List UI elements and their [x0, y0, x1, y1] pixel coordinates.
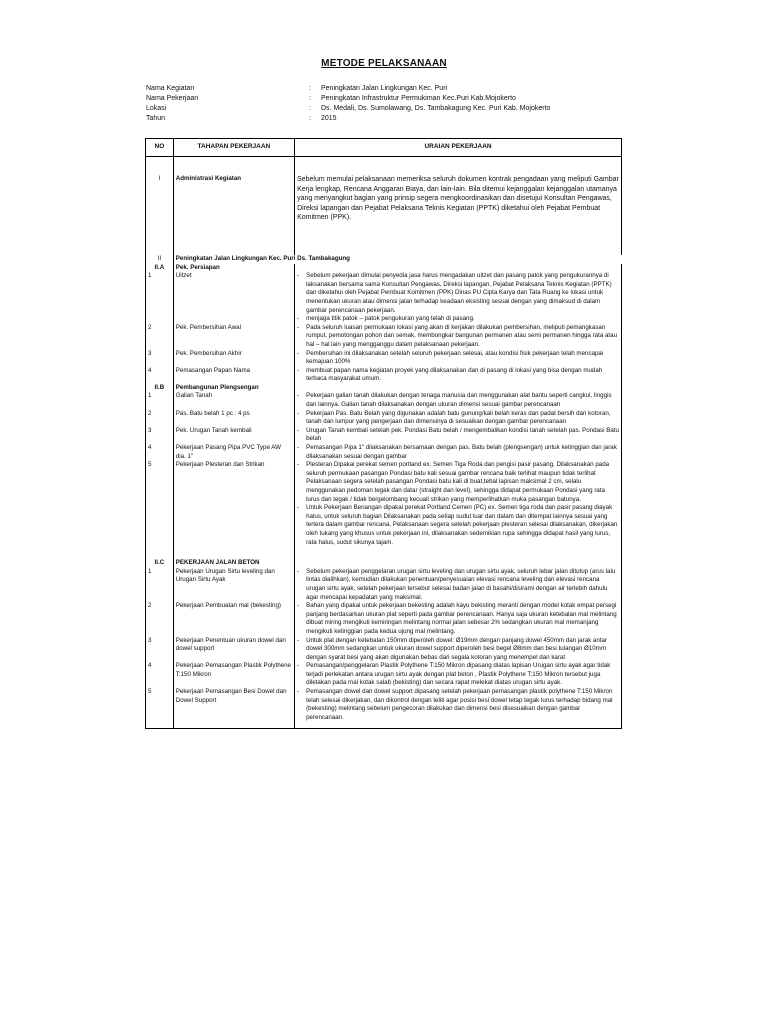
row-no: II.B [146, 384, 174, 393]
row-tahapan: Pekerjaan Urugan Sirtu leveling dan Urugan Sirtu Ayak [173, 568, 294, 602]
row-no: 4 [146, 444, 174, 461]
section-title: PEKERJAAN JALAN BETON [173, 559, 294, 568]
row-no: 4 [146, 367, 174, 384]
uraian-text: Pekerjaan Pas. Batu Belah yang digunakan adalah batu gunung/kali belah keras dan padat bersih dari kotoran, tanah dan lumpur yang pengerjaan dan dimensinya di sesuaikan dengan gambar perencanaan [306, 409, 611, 426]
row-uraian: Sebelum memulai pelaksanaan memeriksa seluruh dokumen kontrak pengadaan yang meliputi Gambar Kerja lengkap, Rencana Anggaran Biaya, dan lain-lain. Bila ditemui kejanggalan kejanggalan utamanya yang menyangkut bagian yang prinsip segera mengkoordinasikan dan disetujui Konsultan Pengawas, Direksi lapangan dan Pejabat Pelaksana Teknis Kegiatan (PPTK) diketahui oleh Pejabat Pembuat Komitmen (PPK). [295, 175, 622, 223]
uraian-text: Untuk plat dengan ketebalan 150mm diperoleh dowel: Ø19mm dengan panjang dowel 450mm dan jarak antar dowel 300mm sedangkan untuk ukuran dowel support diperoleh besi begel Ø8mm dan besi tulangan Ø10mm dengan syarat besi yang akan digunakan bebas dari segala kotoran yang menempel dan karat [306, 636, 608, 661]
row-tahapan: Pek. Pembersihan Akhir [173, 350, 294, 367]
info-label: Lokasi [146, 105, 167, 112]
row-no: 5 [146, 688, 174, 722]
table-row [146, 427, 622, 444]
row-tahapan: Uitzet [173, 272, 294, 324]
table-body [146, 157, 622, 729]
row-no: II.A [146, 264, 174, 273]
row-uraian: - membuat papan nama kegiatan proyek yang dilaksanakan dan di pasang di lokasi yang bisa dengan mudah terbaca masyarakat umum. [295, 367, 622, 384]
row-uraian: - Sebelum pekerjaan dimulai penyedia jasa harus mengadakan uitzet dan pasang patok yang pengukurannya di laksanakan bersama sama Konsultan Pengawas, Direksi lapangan, Pejabat Pelaksana Teknis Kegiatan (PPTK) dan diketahui oleh Pejabat Pembuat Komitmen (PPK) Dinas PU Cipta Karya dan Tata Ruang ke lokasi untuk menentukan ukuran atau dimensi jalan terhadap keadaan eksisting sesuai dengan yang dimaksud di dalam gambar perencanaan pekerjaan. - menjaga titik patok – patok pengukuran yang telah di pasang. [295, 272, 622, 324]
table-row [146, 367, 622, 384]
info-label: Nama Pekerjaan [146, 95, 199, 102]
row-uraian: - Pemasangan Pipa 1" dilaksanakan bersamaan dengan pas. Batu belah (plengsengan) untuk ketinggian dan jarak dilaksanakan sesuai dengan gambar [295, 444, 622, 461]
info-row [146, 84, 550, 94]
row-no: 1 [146, 392, 174, 409]
row-tahapan: Pekerjaan Pemasangan Plastik Polythene T:150 Mikron [173, 662, 294, 688]
row-uraian: - Bahan yang dipakai untuk pekerjaan bekesting adalah kayu bekisting meranti dengan model kotak empat persegi panjang berdasarkan ukuran plat seperti pada gambar perencanaan. Hanya saja ukuran ketebalan mal melintang dibuat miring mengikuti kemiringan melintang normal jalan sebesar 2% sedangkan ukuran mal memanjang mengikuti ketinggian pada kedua ujung mal melintang. [295, 602, 622, 636]
info-value: 2015 [321, 115, 337, 122]
table-row [146, 568, 622, 602]
row-tahapan: Galian Tanah [173, 392, 294, 409]
uraian-text: Plesteran Dipakai perekat semen portland ex. Semen Tiga Roda dan pengisi pasir pasang. Dilaksanakan pada seluruh permukaan pasangan Pondasi batu kali sesuai gambar rencana baik terlihat maupun tidak terlihat Pelaksanaan segera setelah pasangan Pondasi batu kali di buat,tebal lapisan maksimal 2 cm, selalu menggunakan pedoman tegak dan datar (straight dan level), sehingga didapat permukaan Pondasi yang rata lurus dan tegak / tidak bergelombang kecuali strikan yang memperlihatkan muka pasangan batunya. [306, 461, 610, 503]
section-title: Peningkatan Jalan Lingkungan Kec. Puri Ds. Tambakagung [173, 255, 621, 264]
table-row [146, 350, 622, 367]
row-uraian: - Pembersihan ini dilaksanakan setelah seluruh pekerjaan selesai, atau kondisi fisik pekerjaan telah mencapai kemajuan 100% [295, 350, 622, 367]
row-uraian: - Plesteran Dipakai perekat semen portland ex. Semen Tiga Roda dan pengisi pasir pasang. Dilaksanakan pada seluruh permukaan pasangan Pondasi batu kali sesuai gambar rencana baik terlihat maupun tidak terlihat Pelaksanaan segera setelah pasangan Pondasi batu kali di buat,tebal lapisan maksimal 2 cm, selalu menggunakan pedoman tegak dan datar (straight dan level), sehingga didapat permukaan Pondasi yang rata lurus dan tegak / tidak bergelombang kecuali strikan yang memperlihatkan muka pasangan batunya. - Untuk Pekerjaan Benangan dipakai perekat Portland Cemen (PC) ex. Semen tiga roda dan pasir pasang diayak halus, untuk seluruh bagian Dilaksanakan pada setiap sudut luar dan dalam dan ditempat lainnya sesuai yang tertera dalam gambar rencana, Pelaksanaan segera setelah pekerjaan plesteran selesai dilaksanakan, dikerjakan oleh tukang yang khusus untuk pekerjaan ini, dilaksanakan sedemikian rupa sehingga didapat hasil yang lurus, rata halus, sudut sikunya tajam. [295, 461, 622, 547]
row-no: 2 [146, 410, 174, 427]
header-uraian: URAIAN PEKERJAAN [295, 139, 622, 157]
uraian-text: Pada seluruh luasan permukaan lokasi yang akan di kerjakan dilakukan pembersihan, meliputi pemangkasan rumput, pemotongan pohon dan semak, membongkar bangunan permanen atau semi permanen hingga rata atau hal – hal lain yang mengganggu dalam pelaksanaan pekerjaan. [306, 323, 618, 348]
header-tahapan: TAHAPAN PEKERJAAN [173, 139, 294, 157]
info-row [146, 94, 550, 104]
table-row [146, 324, 622, 350]
project-info [146, 84, 550, 124]
uraian-text: Pemasangan/penggelaran Plastik Polythene T:150 Mikron dipasang diatas lapisan Urugan sirtu ayak agar tidak terjadi perlekatan antara urugan sirtu ayak dengan plat beton , Plastik Polythene T:150 Mikron tersebut juga diletakan pada mal kotak salab (bekisting) dan secara rapat melekat diatas urugan sirtu ayak. [306, 662, 611, 687]
row-uraian: - Pemasangan/penggelaran Plastik Polythene T:150 Mikron dipasang diatas lapisan Urugan sirtu ayak agar tidak terjadi perlekatan antara urugan sirtu ayak dengan plat beton , Plastik Polythene T:150 Mikron tersebut juga diletakan pada mal kotak salab (bekisting) dan secara rapat melekat diatas urugan sirtu ayak. [295, 662, 622, 688]
header-no: NO [146, 139, 174, 157]
uraian-text: menjaga titik patok – patok pengukuran yang telah di pasang. [306, 315, 475, 323]
row-uraian: - Untuk plat dengan ketebalan 150mm diperoleh dowel: Ø19mm dengan panjang dowel 450mm dan jarak antar dowel 300mm sedangkan untuk ukuran dowel support diperoleh besi begel Ø8mm dan besi tulangan Ø10mm dengan syarat besi yang akan digunakan bebas dari segala kotoran yang menempel dan karat [295, 637, 622, 663]
row-uraian: - Pada seluruh luasan permukaan lokasi yang akan di kerjakan dilakukan pembersihan, meliputi pemangkasan rumput, pemotongan pohon dan semak, membongkar bangunan permanen atau semi permanen hingga rata atau hal – hal lain yang mengganggu dalam pelaksanaan pekerjaan. [295, 324, 622, 350]
table-row [146, 175, 622, 223]
uraian-text: Untuk Pekerjaan Benangan dipakai perekat Portland Cemen (PC) ex. Semen tiga roda dan pasir pasang diayak halus, untuk seluruh bagian Dilaksanakan pada setiap sudut luar dan dalam dan ditempat lainnya sesuai yang tertera dalam gambar rencana, Pelaksanaan segera setelah pekerjaan plesteran selesai dilaksanakan, dikerjakan oleh tukang yang khusus untuk pekerjaan ini, dilaksanakan sedemikian rupa sehingga didapat hasil yang lurus, rata halus, sudut sikunya tajam. [306, 504, 618, 546]
uraian-text: Bahan yang dipakai untuk pekerjaan bekesting adalah kayu bekisting meranti dengan model kotak empat persegi panjang berdasarkan ukuran plat seperti pada gambar perencanaan. Hanya saja ukuran ketebalan mal melintang dibuat miring mengikuti kemiringan melintang normal jalan sebesar 2% sedangkan ukuran mal memanjang mengikuti ketinggian pada kedua ujung mal melintang. [306, 602, 617, 635]
table-row [146, 662, 622, 688]
table-row [146, 392, 622, 409]
uraian-text: membuat papan nama kegiatan proyek yang dilaksanakan dan di pasang di lokasi yang bisa dengan mudah terbaca masyarakat umum. [306, 366, 603, 383]
uraian-text: Urugan Tanah kembali setelah pek. Pondasi Batu belah / mengembalikan kondisi tanah setelah pas. Pondasi Batu belah [306, 426, 619, 443]
table-row [146, 602, 622, 636]
row-tahapan: Pekerjaan Pasang Pipa PVC Type AW dia. 1" [173, 444, 294, 461]
row-no: 3 [146, 350, 174, 367]
table-row [146, 255, 622, 264]
table-row [146, 272, 622, 324]
info-colon: : [309, 105, 311, 112]
table-row [146, 688, 622, 722]
section-title: Pek. Persiapan [173, 264, 294, 273]
row-tahapan: Pekerjaan Pemasangan Besi Dowel dan Dowel Support [173, 688, 294, 722]
table-row [146, 637, 622, 663]
row-no: II.C [146, 559, 174, 568]
table-row [146, 444, 622, 461]
row-uraian: - Pekerjaan Pas. Batu Belah yang digunakan adalah batu gunung/kali belah keras dan padat bersih dari kotoran, tanah dan lumpur yang pengerjaan dan dimensinya di sesuaikan dengan gambar perencanaan [295, 410, 622, 427]
row-tahapan: Pemasangan Papan Nama [173, 367, 294, 384]
row-tahapan: Pekerjaan Penentuan ukuran dowel dan dowel support [173, 637, 294, 663]
table-row [146, 461, 622, 547]
table-row [146, 410, 622, 427]
row-tahapan: Pas. Batu belah 1 pc : 4 ps [173, 410, 294, 427]
uraian-text: Pemasangan Pipa 1" dilaksanakan bersamaan dengan pas. Batu belah (plengsengan) untuk ketinggian dan jarak dilaksanakan sesuai dengan gambar [306, 444, 617, 460]
row-tahapan: Administrasi Kegiatan [173, 175, 294, 223]
table-row [146, 264, 622, 273]
uraian-text: Sebelum pekerjaan dimulai penyedia jasa harus mengadakan uitzet dan pasang patok yang pengukurannya di laksanakan bersama sama Konsultan Pengawas, Direksi lapangan, Pejabat Pelaksana Teknis Kegiatan (PPTK) dan diketahui oleh Pejabat Pembuat Komitmen (PPK) Dinas PU Cipta Karya dan Tata Ruang ke lokasi untuk menentukan ukuran atau dimensi jalan terhadap keadaan eksisting sesuai dengan yang dimaksud di dalam gambar perencanaan pekerjaan. [306, 272, 612, 314]
row-no: 3 [146, 427, 174, 444]
info-row [146, 114, 550, 124]
row-no: 3 [146, 637, 174, 663]
page-title: METODE PELAKSANAAN [321, 58, 447, 69]
uraian-text: Sebelum pekerjaan penggelaran urugan sirtu leveling dan urugan sirtu ayak, seluruh lebar jalan ditutup (arus lalu lintas dialihkan), kemudian dilakukan penentuan/penyesuaian elevasi rencana leveling dan elevasi rencana urugan sirtu ayak, setelah pekerjaan tersebut selesai badan jalan di basahi/disirami dengan air terlebih dahulu agar mencapai kepadatan yang maksimal. [306, 567, 616, 601]
uraian-text: Pembersihan ini dilaksanakan setelah seluruh pekerjaan selesai, atau kondisi fisik pekerjaan telah mencapai kemajuan 100% [306, 349, 604, 366]
row-no: I [146, 175, 174, 223]
uraian-text: Pekerjaan galian tanah dilakukan dengan tenaga manusia dan menggunakan alat bantu seperti cangkul, linggis dan lainnya. Galian tanah dilaksanakan dengan ukuran dimensi sesuai gambar perencanaan [306, 392, 612, 409]
row-no: 1 [146, 568, 174, 602]
row-uraian: - Urugan Tanah kembali setelah pek. Pondasi Batu belah / mengembalikan kondisi tanah setelah pas. Pondasi Batu belah [295, 427, 622, 444]
row-no: 5 [146, 461, 174, 547]
section-title: Pembangunan Plengsengan [173, 384, 294, 393]
row-no: 4 [146, 662, 174, 688]
row-tahapan: Pekerjaan Plesteran dan Strikan [173, 461, 294, 547]
info-value: Peningkatan Infrastruktur Permukiman Kec.Puri Kab.Mojokerto [321, 95, 516, 102]
row-tahapan: Pek. Pembersihan Awal [173, 324, 294, 350]
row-no: 2 [146, 602, 174, 636]
info-colon: : [309, 115, 311, 122]
info-row [146, 104, 550, 114]
table-row [146, 384, 622, 393]
row-no: II [146, 255, 174, 264]
row-no: 2 [146, 324, 174, 350]
info-label: Tahun [146, 115, 166, 122]
work-method-table [145, 138, 622, 729]
uraian-text: Pemasangan dowel dan dowel support dipasang setelah pekerjaan pemasangan plastik polythene T:150 Mikron telah selesai dikerjakan, dan dikontrol dengan teliti agar posisi besi dowel tetap tegak lurus terhadap bidang mal (bekesting) melintang sebelum pengecoran dilakukan dan dimensi besi disesuaikan dengan gambar perencanaan. [306, 688, 613, 721]
row-no: 1 [146, 272, 174, 324]
info-value: Ds. Medali, Ds. Sumolawang, Ds. Tambakagung Kec. Puri Kab. Mojokerto [321, 105, 551, 112]
info-value: Peningkatan Jalan Lingkungan Kec. Puri [321, 85, 448, 92]
table-row [146, 559, 622, 568]
info-colon: : [309, 95, 311, 102]
info-colon: : [309, 85, 311, 92]
row-uraian: - Sebelum pekerjaan penggelaran urugan sirtu leveling dan urugan sirtu ayak, seluruh lebar jalan ditutup (arus lalu lintas dialihkan), kemudian dilakukan penentuan/penyesuaian elevasi rencana leveling dan elevasi rencana urugan sirtu ayak, setelah pekerjaan tersebut selesai badan jalan di basahi/disirami dengan air terlebih dahulu agar mencapai kepadatan yang maksimal. [295, 568, 622, 602]
row-tahapan: Pekerjaan Pembuatan mal (bekesting) [173, 602, 294, 636]
row-uraian: - Pemasangan dowel dan dowel support dipasang setelah pekerjaan pemasangan plastik polythene T:150 Mikron telah selesai dikerjakan, dan dikontrol dengan teliti agar posisi besi dowel tetap tegak lurus terhadap bidang mal (bekesting) melintang sebelum pengecoran dilakukan dan dimensi besi disesuaikan dengan gambar perencanaan. [295, 688, 622, 722]
row-uraian: - Pekerjaan galian tanah dilakukan dengan tenaga manusia dan menggunakan alat bantu seperti cangkul, linggis dan lainnya. Galian tanah dilaksanakan dengan ukuran dimensi sesuai gambar perencanaan [295, 392, 622, 409]
info-label: Nama Kegiatan [146, 85, 195, 92]
row-tahapan: Pek. Urugan Tanah kembali [173, 427, 294, 444]
